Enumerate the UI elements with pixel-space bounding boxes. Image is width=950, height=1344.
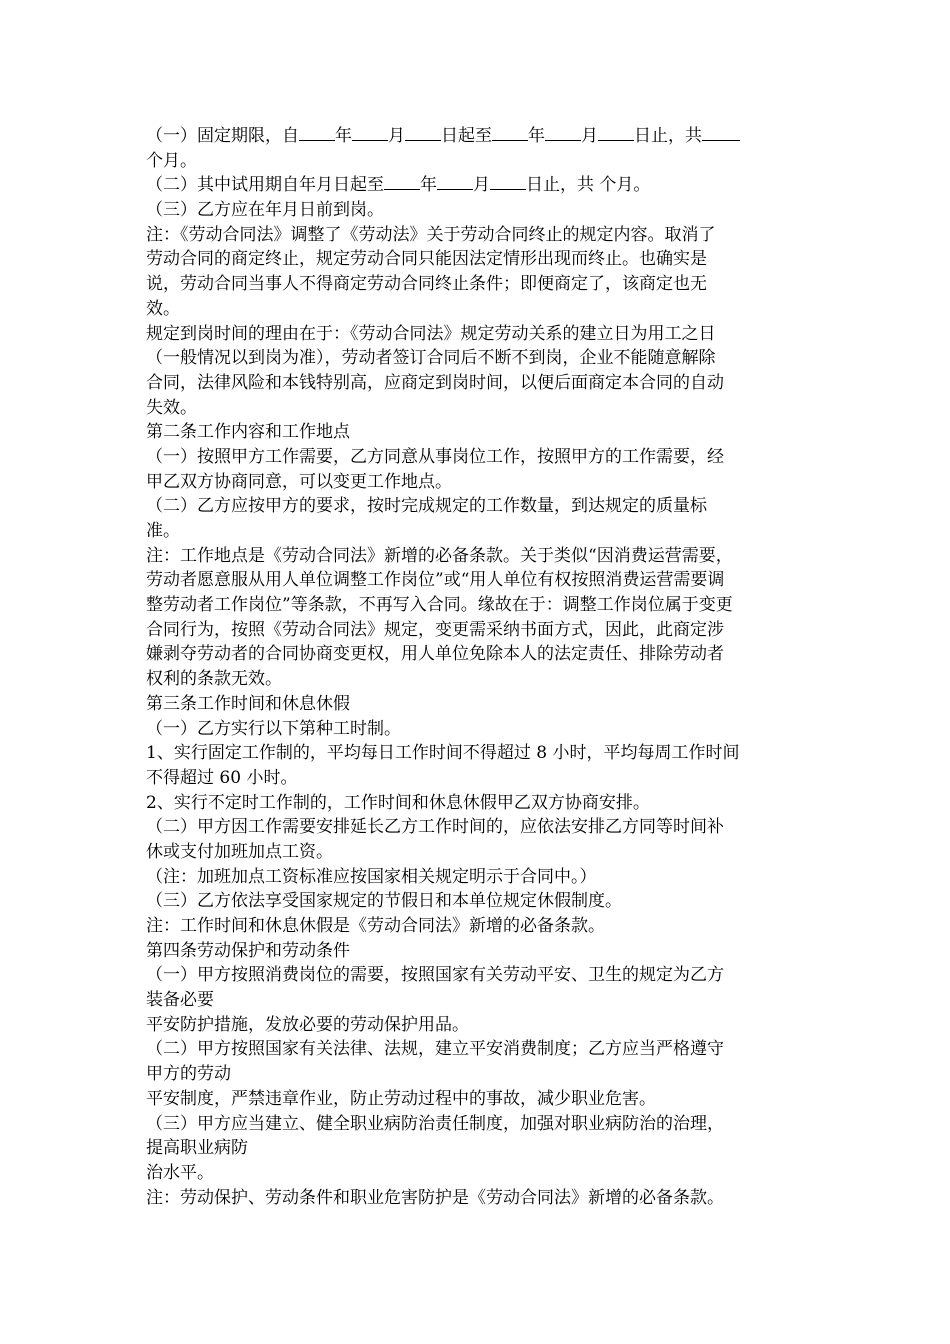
text-line: 失效。 [146,397,197,418]
fill-blank [702,124,740,141]
text-segment: 月 [581,126,598,146]
text-segment: （一）固定期限，自 [146,126,299,146]
section-heading: 第四条劳动保护和劳动条件 [146,940,350,961]
text-line: 效。 [146,298,180,319]
text-line: 准。 [146,521,180,541]
text-segment: 日止，共 个月。 [526,175,651,196]
text-line: （二）乙方应按甲方的要求，按时完成规定的工作数量，到达规定的质量标 [146,496,707,517]
text-line: 不得超过 60 小时。 [146,767,298,788]
probation-line [146,173,806,198]
text-line: 治水平。 [146,1162,214,1183]
text-segment: 日起至 [441,126,492,146]
text-line: （一）乙方实行以下第种工时制。 [146,718,401,739]
note-line: 注：劳动保护、劳动条件和职业危害防护是《劳动合同法》新增的必备条款。 [146,1187,724,1208]
fill-blank [490,173,526,190]
fill-blank [545,124,581,141]
text-line: 嫌剥夺劳动者的合同协商变更权，用人单位免除本人的法定责任、排除劳动者 [146,644,724,665]
text-line: （三）甲方应当建立、健全职业病防治责任制度，加强对职业病防治的治理， [146,1113,724,1134]
fill-blank [299,124,335,141]
fill-blank [405,124,441,141]
note-line: 注：工作地点是《劳动合同法》新增的必备条款。关于类似“因消费运营需要， [146,545,733,566]
section-heading: 第三条工作时间和休息休假 [146,693,350,714]
text-segment: 月 [473,175,490,196]
text-line: 权利的条款无效。 [146,669,282,690]
fill-blank [352,124,388,141]
text-line: 2、实行不定时工作制的，工作时间和休息休假甲乙双方协商安排。 [146,792,650,813]
text-segment: （二）其中试用期自年月日起至 [146,175,384,196]
text-line: 整劳动者工作岗位”等条款，不再写入合同。缘故在于：调整工作岗位属于变更 [146,595,733,616]
term-fixed-line [146,124,806,149]
text-line: （一）按照甲方工作需要，乙方同意从事岗位工作，按照甲方的工作需要，经 [146,446,724,467]
text-line: 个月。 [146,150,197,171]
text-line: 装备必要 [146,990,214,1011]
text-line: 平安制度，严禁违章作业，防止劳动过程中的事故，减少职业危害。 [146,1088,656,1109]
text-segment: 年 [420,175,437,196]
text-line: 提高职业病防 [146,1138,248,1159]
text-line: 合同，法律风险和本钱特别高，应商定到岗时间，以便后面商定本合同的自动 [146,372,724,393]
fill-blank [384,173,420,190]
text-line: 规定到岗时间的理由在于：《劳动合同法》规定劳动关系的建立日为用工之日 [146,323,716,344]
document-body [146,124,806,1210]
text-line: （三）乙方依法享受国家规定的节假日和本单位规定休假制度。 [146,891,622,912]
note-line: 注：工作时间和休息休假是《劳动合同法》新增的必备条款。 [146,916,605,936]
text-segment: 年 [335,126,352,146]
text-line: 休或支付加班加点工资。 [146,841,333,862]
text-segment: 月 [388,126,405,146]
text-line: （注：加班加点工资标准应按国家相关规定明示于合同中。） [146,866,597,887]
text-line: 劳动者愿意服从用人单位调整工作岗位”或“用人单位有权按照消费运营需要调 [146,570,725,591]
text-line: 说，劳动合同当事人不得商定劳动合同终止条件；即便商定了，该商定也无 [146,274,707,295]
text-line: 甲方的劳动 [146,1064,231,1085]
fill-blank [437,173,473,190]
fill-blank [598,124,634,141]
text-segment: 年 [528,126,545,146]
text-line: （一）甲方按照消费岗位的需要，按照国家有关劳动平安、卫生的规定为乙方 [146,965,724,986]
text-line: 平安防护措施，发放必要的劳动保护用品。 [146,1014,469,1035]
text-line: （一般情况以到岗为准），劳动者签订合同后不断不到岗，企业不能随意解除 [146,348,716,369]
text-line: 劳动合同的商定终止，规定劳动合同只能因法定情形出现而终止。也确实是 [146,249,707,270]
text-segment: 日止，共 [634,126,702,146]
text-line: 1、实行固定工作制的，平均每日工作时间不得超过 8 小时，平均每周工作时间 [146,743,740,764]
section-heading: 第二条工作内容和工作地点 [146,422,350,443]
text-line: 甲乙双方协商同意，可以变更工作地点。 [146,471,452,492]
note-line: 注：《劳动合同法》调整了《劳动法》关于劳动合同终止的规定内容。取消了 [146,224,716,245]
text-line: （三）乙方应在年月日前到岗。 [146,200,384,221]
text-line: （二）甲方因工作需要安排延长乙方工作时间的，应依法安排乙方同等时间补 [146,817,724,838]
text-line: 合同行为，按照《劳动合同法》规定，变更需采纳书面方式，因此，此商定涉 [146,619,724,640]
text-line: （二）甲方按照国家有关法律、法规，建立平安消费制度；乙方应当严格遵守 [146,1039,724,1060]
fill-blank [492,124,528,141]
